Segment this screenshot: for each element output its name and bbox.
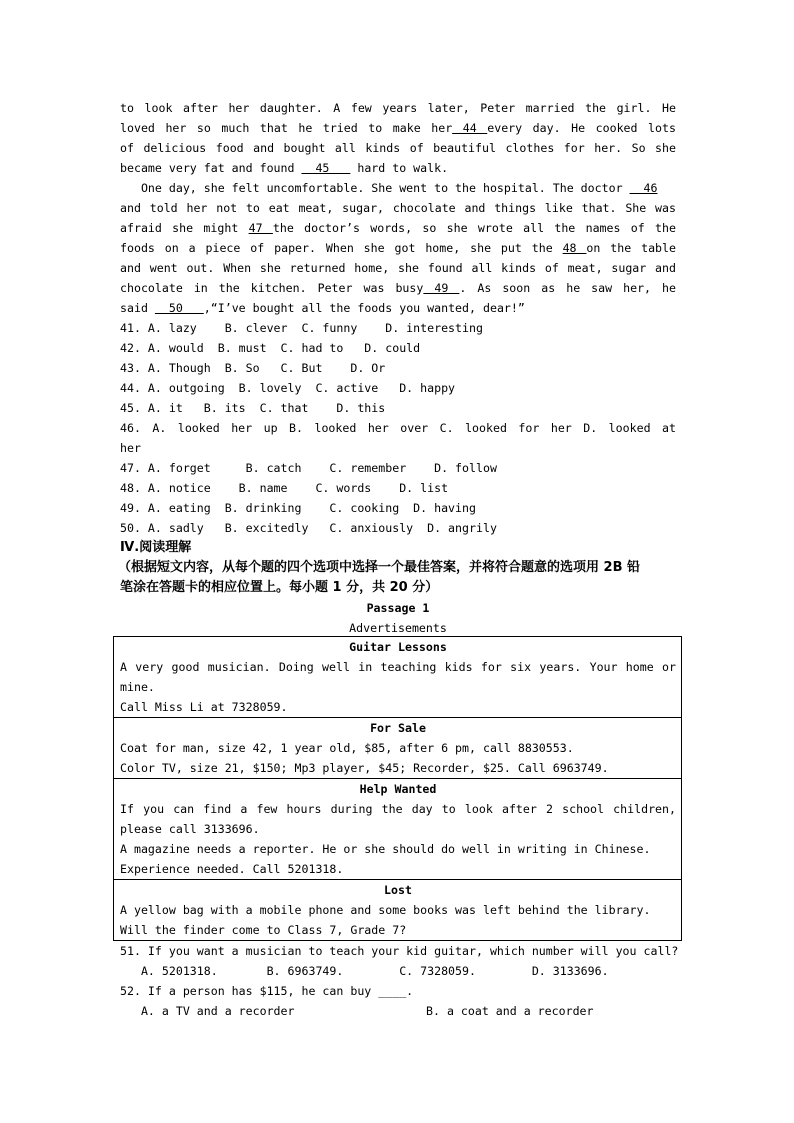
question-52-options [120, 1001, 682, 1021]
passage-line [120, 278, 676, 298]
ad-cell [114, 718, 682, 779]
passage-line [120, 118, 676, 138]
text: loved her so much that he tried to make her [120, 121, 453, 135]
ad-line: please call 3133696. [120, 822, 260, 836]
text: became very fat and found [120, 161, 302, 175]
option-a: A. a TV and a recorder [120, 1004, 295, 1018]
ad-title: Help Wanted [359, 782, 437, 796]
ad-cell [114, 637, 682, 718]
passage-line: and told her not to eat meat, sugar, chocolate and things like that. She was [120, 201, 676, 215]
text: hard to walk. [350, 161, 449, 175]
ad-guitar [114, 637, 682, 718]
text: said [120, 301, 155, 315]
ad-line: Color TV, size 21, $150; Mp3 player, $45; Recorder, $25. Call 6963749. [120, 761, 609, 775]
passage-line: and went out. When she returned home, she found all kinds of meat, sugar and [120, 261, 676, 275]
text: on the table [586, 241, 676, 255]
text: afraid she might [120, 221, 249, 235]
passage-line: to look after her daughter. A few years later, Peter married the girl. He [120, 101, 676, 115]
passage-subtitle: Advertisements [349, 621, 447, 635]
ad-for-sale [114, 718, 682, 779]
passage-line [120, 218, 676, 238]
option-line-44: 44. A. outgoing B. lovely C. active D. happy [120, 381, 456, 395]
questions [120, 941, 682, 1021]
option-line-46-cont: her [120, 441, 141, 455]
ad-title: Guitar Lessons [349, 640, 447, 654]
option-line-46: 46. A. looked her up B. looked her over C. looked for her D. looked at [120, 421, 676, 435]
section-title: Ⅳ.阅读理解 [120, 540, 192, 555]
ad-title: For Sale [370, 721, 426, 735]
blank-50: 50 [154, 301, 204, 315]
option-line-47: 47. A. forget B. catch C. remember D. follow [120, 461, 497, 475]
option-line-42: 42. A. would B. must C. had to D. could [120, 341, 421, 355]
passage-line [120, 158, 676, 178]
text: chocolate in the kitchen. Peter was busy [120, 281, 424, 295]
blank-44: 44 [452, 121, 488, 135]
section-instruction: （根据短文内容，从每个题的四个选项中选择一个最佳答案，并将符合题意的选项用 2B 铅 [118, 560, 641, 575]
option-line-48: 48. A. notice B. name C. words D. list [120, 481, 449, 495]
ad-help-wanted [114, 779, 682, 880]
ad-line: mine. [120, 680, 155, 694]
blank-49: 49 [423, 281, 460, 295]
ad-line: Coat for man, size 42, 1 year old, $85, after 6 pm, call 8830553. [120, 741, 574, 755]
ad-line: Will the finder come to Class 7, Grade 7? [120, 923, 407, 937]
ad-line: A yellow bag with a mobile phone and some books was left behind the library. [120, 903, 651, 917]
passage-line [120, 298, 676, 318]
ad-line: A very good musician. Doing well in teaching kids for six years. Your home or [120, 660, 676, 674]
passage-line [120, 238, 676, 258]
text: foods on a piece of paper. When she got home, she put the [120, 241, 563, 255]
blank-48: 48 [562, 241, 587, 255]
passage-line [120, 178, 676, 198]
ad-cell [114, 880, 682, 941]
option-line-49: 49. A. eating B. drinking C. cooking D. having [120, 501, 476, 515]
ad-title: Lost [384, 883, 412, 897]
text: every day. He cooked lots [487, 121, 676, 135]
question-51-options: A. 5201318. B. 6963749. C. 7328059. D. 3133696. [120, 964, 609, 978]
text: ,“I’ve bought all the foods you wanted, dear!” [203, 301, 525, 315]
text: One day, she felt uncomfortable. She went to the hospital. The doctor [120, 181, 630, 195]
ad-line: Call Miss Li at 7328059. [120, 700, 288, 714]
blank-47: 47 [248, 221, 273, 235]
text: the doctor’s words, so she wrote all the names of the [272, 221, 676, 235]
ad-line: If you can find a few hours during the day to look after 2 school children, [120, 802, 676, 816]
advertisements-table [113, 636, 682, 941]
option-line-43: 43. A. Though B. So C. But D. Or [120, 361, 386, 375]
ad-cell [114, 779, 682, 880]
ad-line: Experience needed. Call 5201318. [120, 862, 344, 876]
section-instruction: 笔涂在答题卡的相应位置上。每小题 1 分，共 20 分） [120, 580, 439, 595]
option-line-41: 41. A. lazy B. clever C. funny D. interesting [120, 321, 483, 335]
passage-line: of delicious food and bought all kinds of beautiful clothes for her. So she [120, 141, 676, 155]
blank-45: 45 [301, 161, 351, 175]
ad-lost [114, 880, 682, 941]
blank-46: 46 [629, 181, 658, 195]
question-52: 52. If a person has $115, he can buy ____. [120, 984, 414, 998]
question-51: 51. If you want a musician to teach your kid guitar, which number will you call? [120, 944, 679, 958]
option-line-50: 50. A. sadly B. excitedly C. anxiously D. angrily [120, 521, 497, 535]
passage-title: Passage 1 [366, 601, 430, 615]
text: . As soon as he saw her, he [459, 281, 677, 295]
option-b: B. a coat and a recorder [426, 1004, 594, 1018]
cloze-passage [120, 98, 676, 638]
ad-line: A magazine needs a reporter. He or she should do well in writing in Chinese. [120, 842, 651, 856]
option-line-45: 45. A. it B. its C. that D. this [120, 401, 386, 415]
